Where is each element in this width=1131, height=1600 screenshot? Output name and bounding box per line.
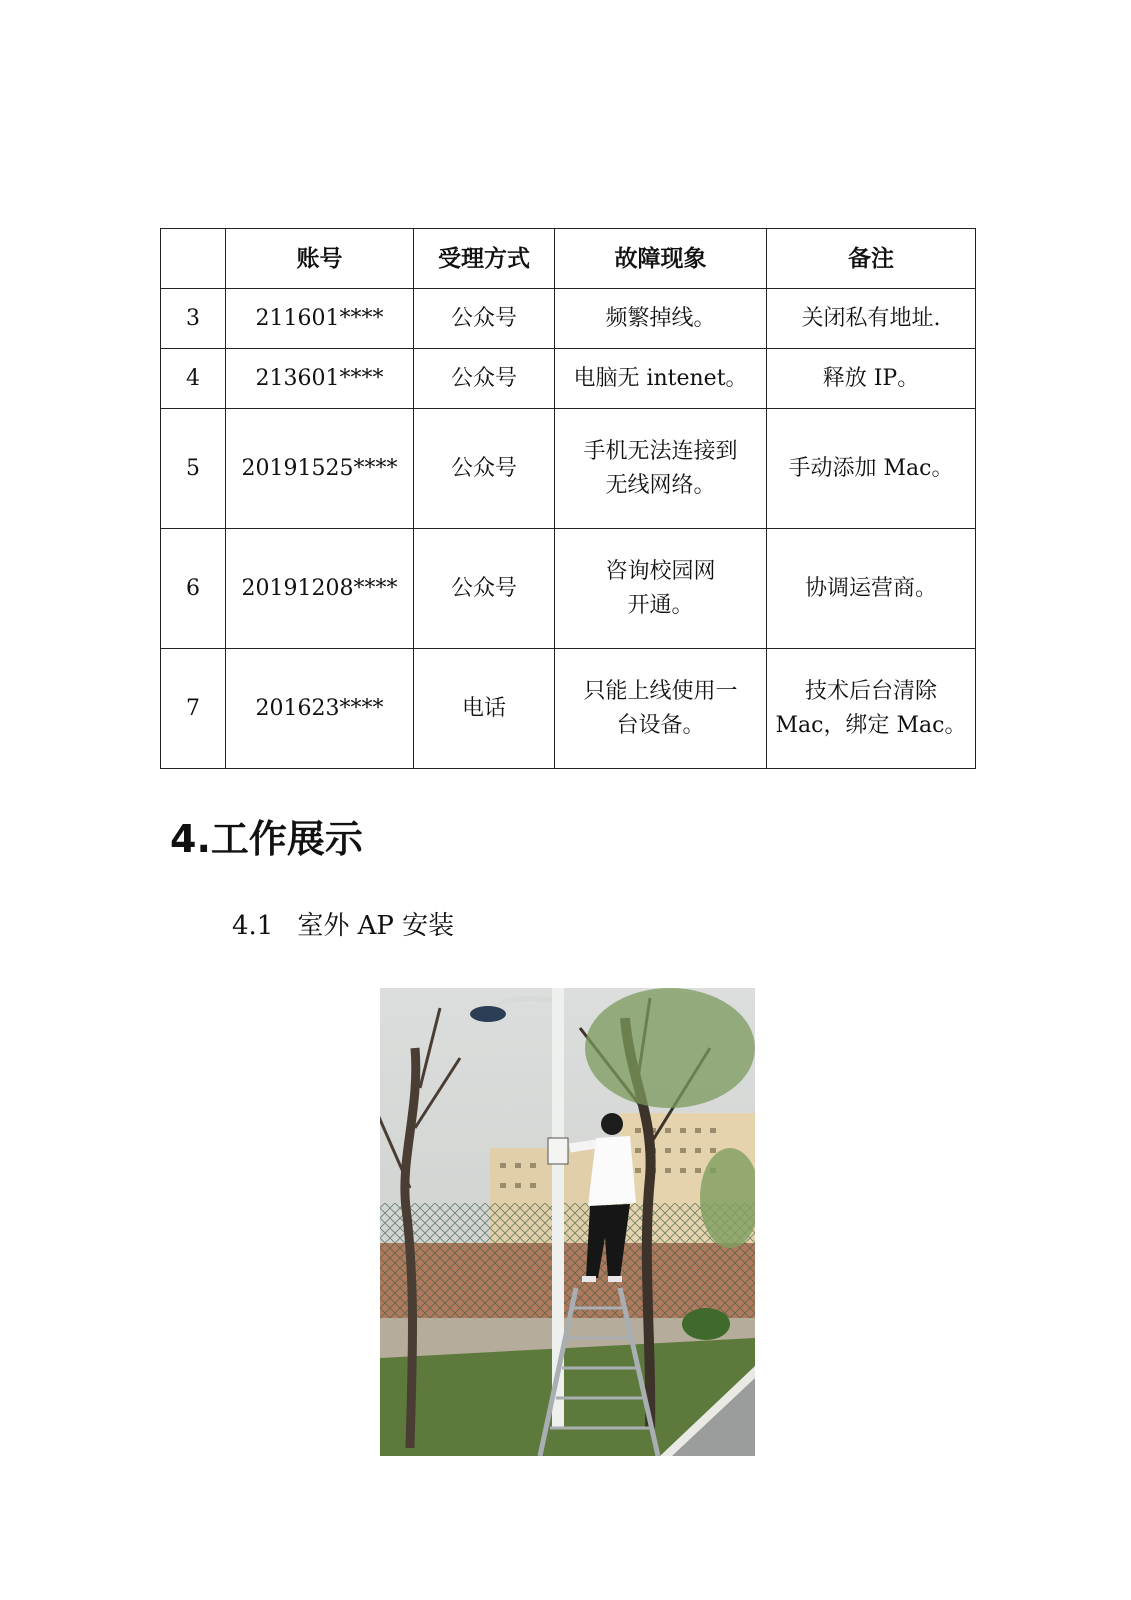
subsection-title: 室外 AP 安装: [297, 911, 455, 941]
header-note: 备注: [767, 229, 976, 289]
header-method: 受理方式: [414, 229, 555, 289]
row-symptom: [555, 409, 767, 529]
row-symptom: 频繁掉线。: [555, 289, 767, 349]
table-header-row: [161, 229, 976, 289]
row-note-line: 技术后台清除: [804, 678, 937, 704]
table-row: [161, 349, 976, 409]
table-row: [161, 409, 976, 529]
table-row: [161, 529, 976, 649]
header-account: 账号: [226, 229, 414, 289]
row-account: 201623****: [226, 649, 414, 769]
row-note: 协调运营商。: [767, 529, 976, 649]
table-row: [161, 649, 976, 769]
header-index: [161, 229, 226, 289]
row-note: 释放 IP。: [767, 349, 976, 409]
row-symptom-line: 开通。: [627, 592, 694, 618]
row-note-line: Mac，绑定 Mac。: [775, 712, 967, 738]
row-method: 公众号: [414, 349, 555, 409]
row-index: 5: [161, 409, 226, 529]
row-index: 4: [161, 349, 226, 409]
row-account: 211601****: [226, 289, 414, 349]
subsection-number: 4.1: [232, 911, 274, 941]
row-method: 公众号: [414, 289, 555, 349]
row-index: 7: [161, 649, 226, 769]
row-symptom-line: 只能上线使用一: [583, 678, 738, 704]
ap-installation-photo: [380, 988, 755, 1456]
row-account: 20191208****: [226, 529, 414, 649]
section-title: 4.工作展示: [170, 817, 363, 861]
row-method: 电话: [414, 649, 555, 769]
row-index: 3: [161, 289, 226, 349]
row-symptom: [555, 529, 767, 649]
row-symptom-line: 无线网络。: [605, 472, 716, 498]
row-symptom-line: 手机无法连接到: [583, 438, 738, 464]
fault-table: [160, 228, 976, 769]
row-note: 关闭私有地址.: [767, 289, 976, 349]
subsection-heading: [232, 905, 454, 942]
row-symptom: 电脑无 intenet。: [555, 349, 767, 409]
row-method: 公众号: [414, 409, 555, 529]
row-symptom-line: 咨询校园网: [605, 558, 716, 584]
row-note: 手动添加 Mac。: [767, 409, 976, 529]
row-method: 公众号: [414, 529, 555, 649]
row-index: 6: [161, 529, 226, 649]
row-symptom: [555, 649, 767, 769]
row-account: 213601****: [226, 349, 414, 409]
header-symptom: 故障现象: [555, 229, 767, 289]
row-note: [767, 649, 976, 769]
row-account: 20191525****: [226, 409, 414, 529]
row-symptom-line: 台设备。: [616, 712, 705, 738]
table-row: [161, 289, 976, 349]
